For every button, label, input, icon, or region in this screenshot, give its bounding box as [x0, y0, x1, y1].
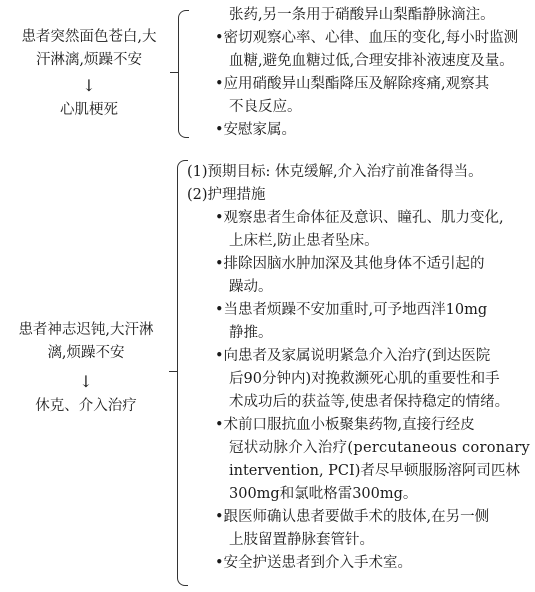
block2-section-title: (2)护理措施 [187, 187, 266, 203]
block2-line: •向患者及家属说明紧急介入治疗(到达医院 [215, 348, 491, 364]
block2-line: 静推。 [229, 325, 273, 341]
block1-brace [178, 10, 189, 138]
block2-line: •安全护送患者到介入手术室。 [215, 555, 413, 571]
block2-line: 躁动。 [229, 279, 273, 295]
block2-line: intervention, PCI)者尽早顿服肠溶阿司匹林 [229, 463, 520, 479]
block1-line: •密切观察心率、心律、血压的变化,每小时监测 [215, 30, 519, 46]
block1-diagnosis: 心肌梗死 [60, 102, 118, 118]
block1-line: •安慰家属。 [215, 122, 297, 138]
block2-line: 后90分钟内)对挽救濒死心肌的重要性和手 [229, 371, 500, 387]
block2-line: 300mg和氯吡格雷300mg。 [229, 486, 418, 502]
block2-goal: (1)预期目标: 休克缓解,介入治疗前准备得当。 [187, 164, 483, 180]
block2-diagnosis: 休克、介入治疗 [35, 398, 137, 414]
block1-line: •应用硝酸异山梨酯降压及解除疼痛,观察其 [215, 76, 490, 92]
block1-condition-line1: 患者突然面色苍白,大 [21, 29, 157, 45]
block1-line: 血糖,避免血糖过低,合理安排补液速度及量。 [229, 53, 514, 69]
down-arrow-icon: ↓ [79, 372, 93, 391]
block1-condition-line2: 汗淋漓,烦躁不安 [35, 52, 143, 68]
block2-line: •排除因脑水肿加深及其他身体不适引起的 [215, 256, 485, 272]
block2-line: •术前口服抗血小板聚集药物,直接行经皮 [215, 417, 475, 433]
block2-line: •跟医师确认患者要做手术的肢体,在另一侧 [215, 509, 490, 525]
block1-brace-tip [170, 72, 179, 73]
down-arrow-icon: ↓ [82, 76, 96, 95]
block2-line: 术成功后的获益等,使患者保持稳定的情绪。 [229, 394, 510, 410]
block2-condition-line1: 患者神志迟钝,大汗淋 [18, 322, 154, 338]
block1-line: 张药,另一条用于硝酸异山梨酯静脉滴注。 [229, 7, 495, 23]
block2-line: 冠状动脉介入治疗(percutaneous coronary [229, 440, 531, 456]
block2-line: •观察患者生命体征及意识、瞳孔、肌力变化, [215, 210, 504, 226]
block1-line: 不良反应。 [229, 99, 302, 115]
block2-brace-tip [169, 371, 178, 372]
block2-brace [177, 160, 188, 586]
block2-line: 上床栏,防止患者坠床。 [229, 233, 379, 249]
block2-line: 上肢留置静脉套管针。 [229, 532, 374, 548]
block2-condition-line2: 漓,烦躁不安 [47, 345, 125, 361]
block2-line: •当患者烦躁不安加重时,可予地西泮10mg [215, 302, 488, 318]
